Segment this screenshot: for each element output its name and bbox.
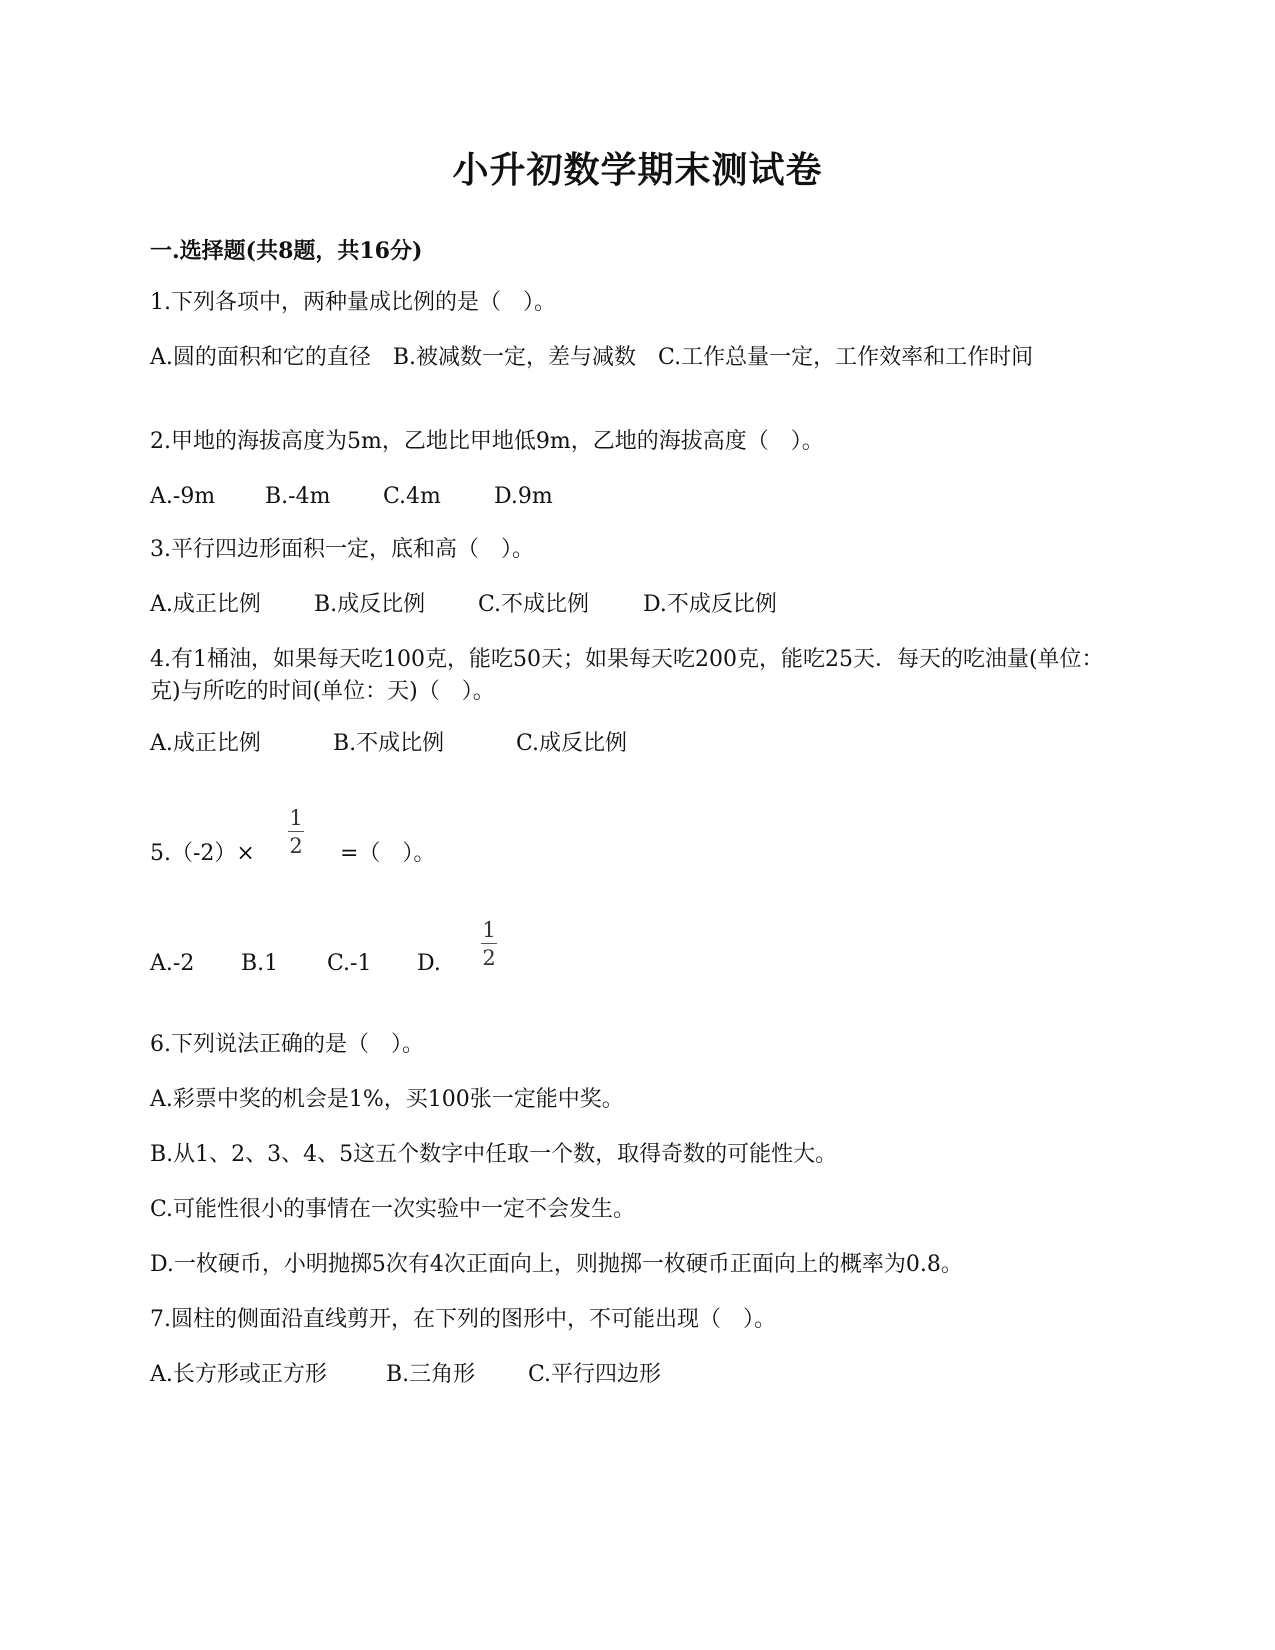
section-heading: 一.选择题(共8题，共16分): [150, 238, 423, 264]
question-5-option-a: A.-2: [150, 951, 195, 976]
question-4-option-b: B.不成比例: [333, 731, 445, 756]
question-2-option-c: C.4m: [383, 484, 441, 509]
question-5-stem-suffix: =（ ）。: [340, 841, 436, 866]
question-5-fraction: [284, 806, 308, 858]
question-7-option-a: A.长方形或正方形: [150, 1362, 327, 1387]
question-6-option-c: C.可能性很小的事情在一次实验中一定不会发生。: [150, 1197, 636, 1222]
question-6-option-d: D.一枚硬币，小明抛掷5次有4次正面向上，则抛掷一枚硬币正面向上的概率为0.8。: [150, 1252, 963, 1277]
question-4-option-c: C.成反比例: [516, 731, 628, 756]
question-7-option-b: B.三角形: [386, 1362, 476, 1387]
question-1-options: A.圆的面积和它的直径 B.被减数一定，差与减数 C.工作总量一定，工作效率和工作时间: [150, 345, 1034, 370]
question-3-stem: 3.平行四边形面积一定，底和高（ ）。: [150, 537, 534, 562]
question-2-option-a: A.-9m: [150, 484, 216, 509]
question-3-option-d: D.不成反比例: [643, 592, 777, 617]
question-6-option-b: B.从1、2、3、4、5这五个数字中任取一个数，取得奇数的可能性大。: [150, 1142, 838, 1167]
question-5-option-c: C.-1: [327, 951, 372, 976]
question-6-stem: 6.下列说法正确的是（ ）。: [150, 1032, 424, 1057]
fraction-numerator: 1: [482, 918, 496, 942]
question-2-option-b: B.-4m: [265, 484, 331, 509]
question-4-stem: 4.有1桶油，如果每天吃100克，能吃50天；如果每天吃200克，能吃25天．每天的吃油量(单位：克)与所吃的时间(单位：天)（ ）。: [150, 647, 1104, 704]
question-5-stem-prefix: 5.（-2）×: [150, 841, 255, 866]
page-title: 小升初数学期末测试卷: [452, 149, 823, 191]
question-5-option-d: D.: [417, 951, 441, 976]
question-2-option-d: D.9m: [494, 484, 553, 509]
question-6-option-a: A.彩票中奖的机会是1%，买100张一定能中奖。: [150, 1087, 624, 1112]
question-7-stem: 7.圆柱的侧面沿直线剪开，在下列的图形中，不可能出现（ ）。: [150, 1307, 776, 1332]
question-4-option-a: A.成正比例: [150, 731, 261, 756]
fraction-bar: [288, 831, 304, 832]
fraction-denominator: 2: [482, 946, 496, 970]
question-3-option-a: A.成正比例: [150, 592, 261, 617]
question-3-option-b: B.成反比例: [314, 592, 426, 617]
fraction-bar: [481, 943, 497, 944]
question-1-stem: 1.下列各项中，两种量成比例的是（ ）。: [150, 290, 556, 315]
question-2-stem: 2.甲地的海拔高度为5m，乙地比甲地低9m，乙地的海拔高度（ ）。: [150, 429, 824, 454]
question-5-option-b: B.1: [241, 951, 279, 976]
fraction-denominator: 2: [289, 834, 303, 858]
question-5-option-d-fraction: [477, 918, 501, 970]
question-3-option-c: C.不成比例: [478, 592, 590, 617]
question-7-option-c: C.平行四边形: [528, 1362, 662, 1387]
fraction-numerator: 1: [289, 806, 303, 830]
